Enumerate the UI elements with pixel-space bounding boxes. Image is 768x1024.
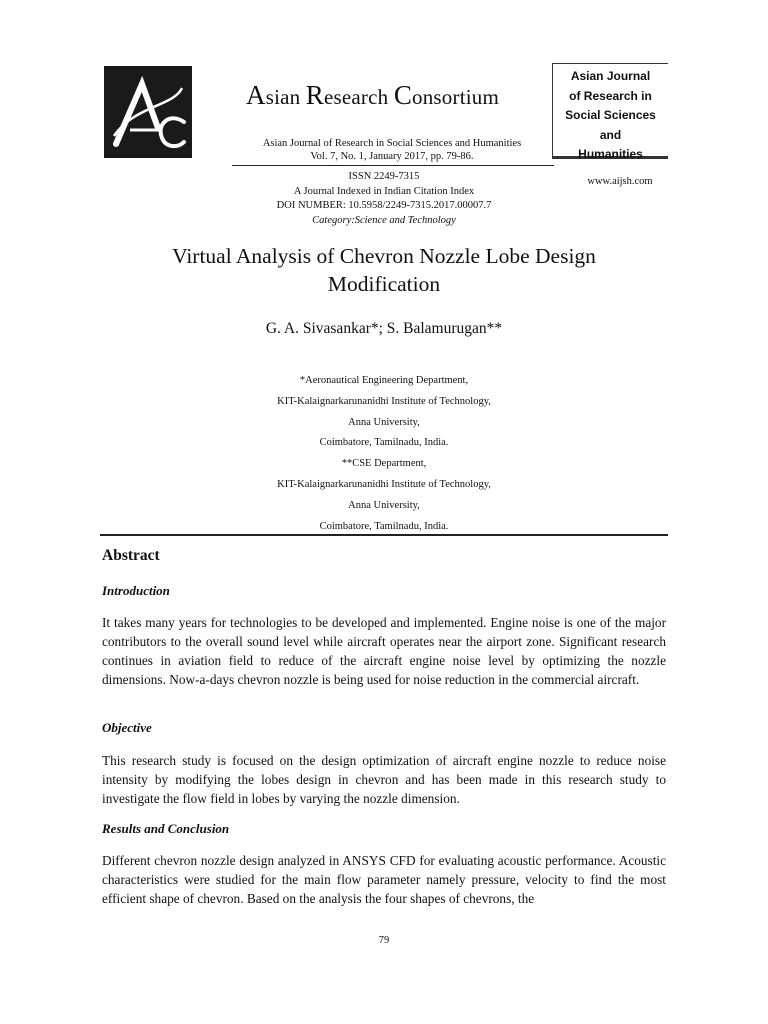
affiliation-line: **CSE Department, (341, 458, 427, 470)
paper-title (100, 242, 668, 298)
consortium-initial-c: C (393, 80, 413, 110)
affiliation-line: *Aeronautical Engineering Department, (299, 375, 469, 386)
objective-text: This research study is focused on the design optimization of aircraft engine nozzle to reduce noise intensity by modifying the lobes design in chevron and has been made in this research study to investigate the flow field in lobes by varying the nozzle dimension. (102, 753, 666, 806)
abstract-heading: Abstract (102, 547, 160, 564)
category: Category:Science and Technology (312, 214, 456, 226)
objective-heading: Objective (102, 720, 152, 735)
consortium-initial-r: R (305, 80, 324, 110)
affiliations (200, 371, 568, 537)
sidebox-line: Social Sciences (565, 108, 656, 122)
doi: DOI NUMBER: 10.5958/2249-7315.2017.00007.7 (276, 200, 492, 211)
index-block (232, 170, 536, 228)
consortium-rest-a: sian (265, 85, 306, 109)
header-divider (232, 165, 554, 166)
consortium-logo-icon (104, 66, 192, 158)
sidebox-line: and (599, 127, 622, 142)
introduction-heading: Introduction (102, 583, 170, 598)
journal-meta (232, 137, 552, 163)
journal-website: www.aijsh.com (587, 176, 653, 187)
affiliation-line: Coimbatore, Tamilnadu, India. (319, 437, 449, 449)
sidebox-line: Humanities (578, 147, 643, 161)
consortium-name (246, 80, 536, 111)
affiliation-line: KIT-Kalaignarkarunanidhi Institute of Technology, (277, 478, 491, 490)
abstract-divider (100, 534, 668, 536)
consortium-rest-r: esearch (324, 85, 394, 109)
results-text: Different chevron nozzle design analyzed in ANSYS CFD for evaluating acoustic performance. Acoustic characteristics were studied for the main flow parameter namely pressure, velocity to find the most efficient shape of chevron. Based on the analysis the four shapes of chevrons, the (102, 853, 666, 906)
title-line: Modification (327, 272, 441, 296)
sidebox-line: Asian Journal (570, 69, 651, 83)
introduction-text: It takes many years for technologies to be developed and implemented. Engine noise is one of the major contributors to the overall sound level while aircraft operates near the airport zone. Significant research continues in aviation field to reduce of the aircraft engine noise level by optimizing the nozzle dimensions. Now-a-days chevron nozzle is being used for noise reduction in the commercial aircraft. (102, 615, 666, 687)
issn: ISSN 2249-7315 (348, 171, 420, 182)
sidebox-line: of Research in (569, 88, 652, 103)
journal-name: Asian Journal of Research in Social Sciences and Humanities (262, 138, 522, 149)
indexed-note: A Journal Indexed in Indian Citation Index (293, 185, 475, 197)
affiliation-line: Anna University, (348, 416, 420, 428)
consortium-rest-c: onsortium (412, 85, 500, 109)
consortium-initial-a: A (246, 80, 266, 110)
affiliation-line: Anna University, (348, 499, 420, 511)
journal-volume: Vol. 7, No. 1, January 2017, pp. 79-86. (310, 151, 474, 162)
affiliation-line: Coimbatore, Tamilnadu, India. (319, 520, 449, 532)
journal-sidebox (552, 63, 668, 159)
page-number: 79 (378, 935, 390, 946)
authors: G. A. Sivasankar*; S. Balamurugan** (265, 320, 503, 337)
title-line: Virtual Analysis of Chevron Nozzle Lobe Design (172, 244, 596, 268)
results-heading: Results and Conclusion (102, 821, 230, 836)
affiliation-line: KIT-Kalaignarkarunanidhi Institute of Technology, (277, 395, 491, 407)
